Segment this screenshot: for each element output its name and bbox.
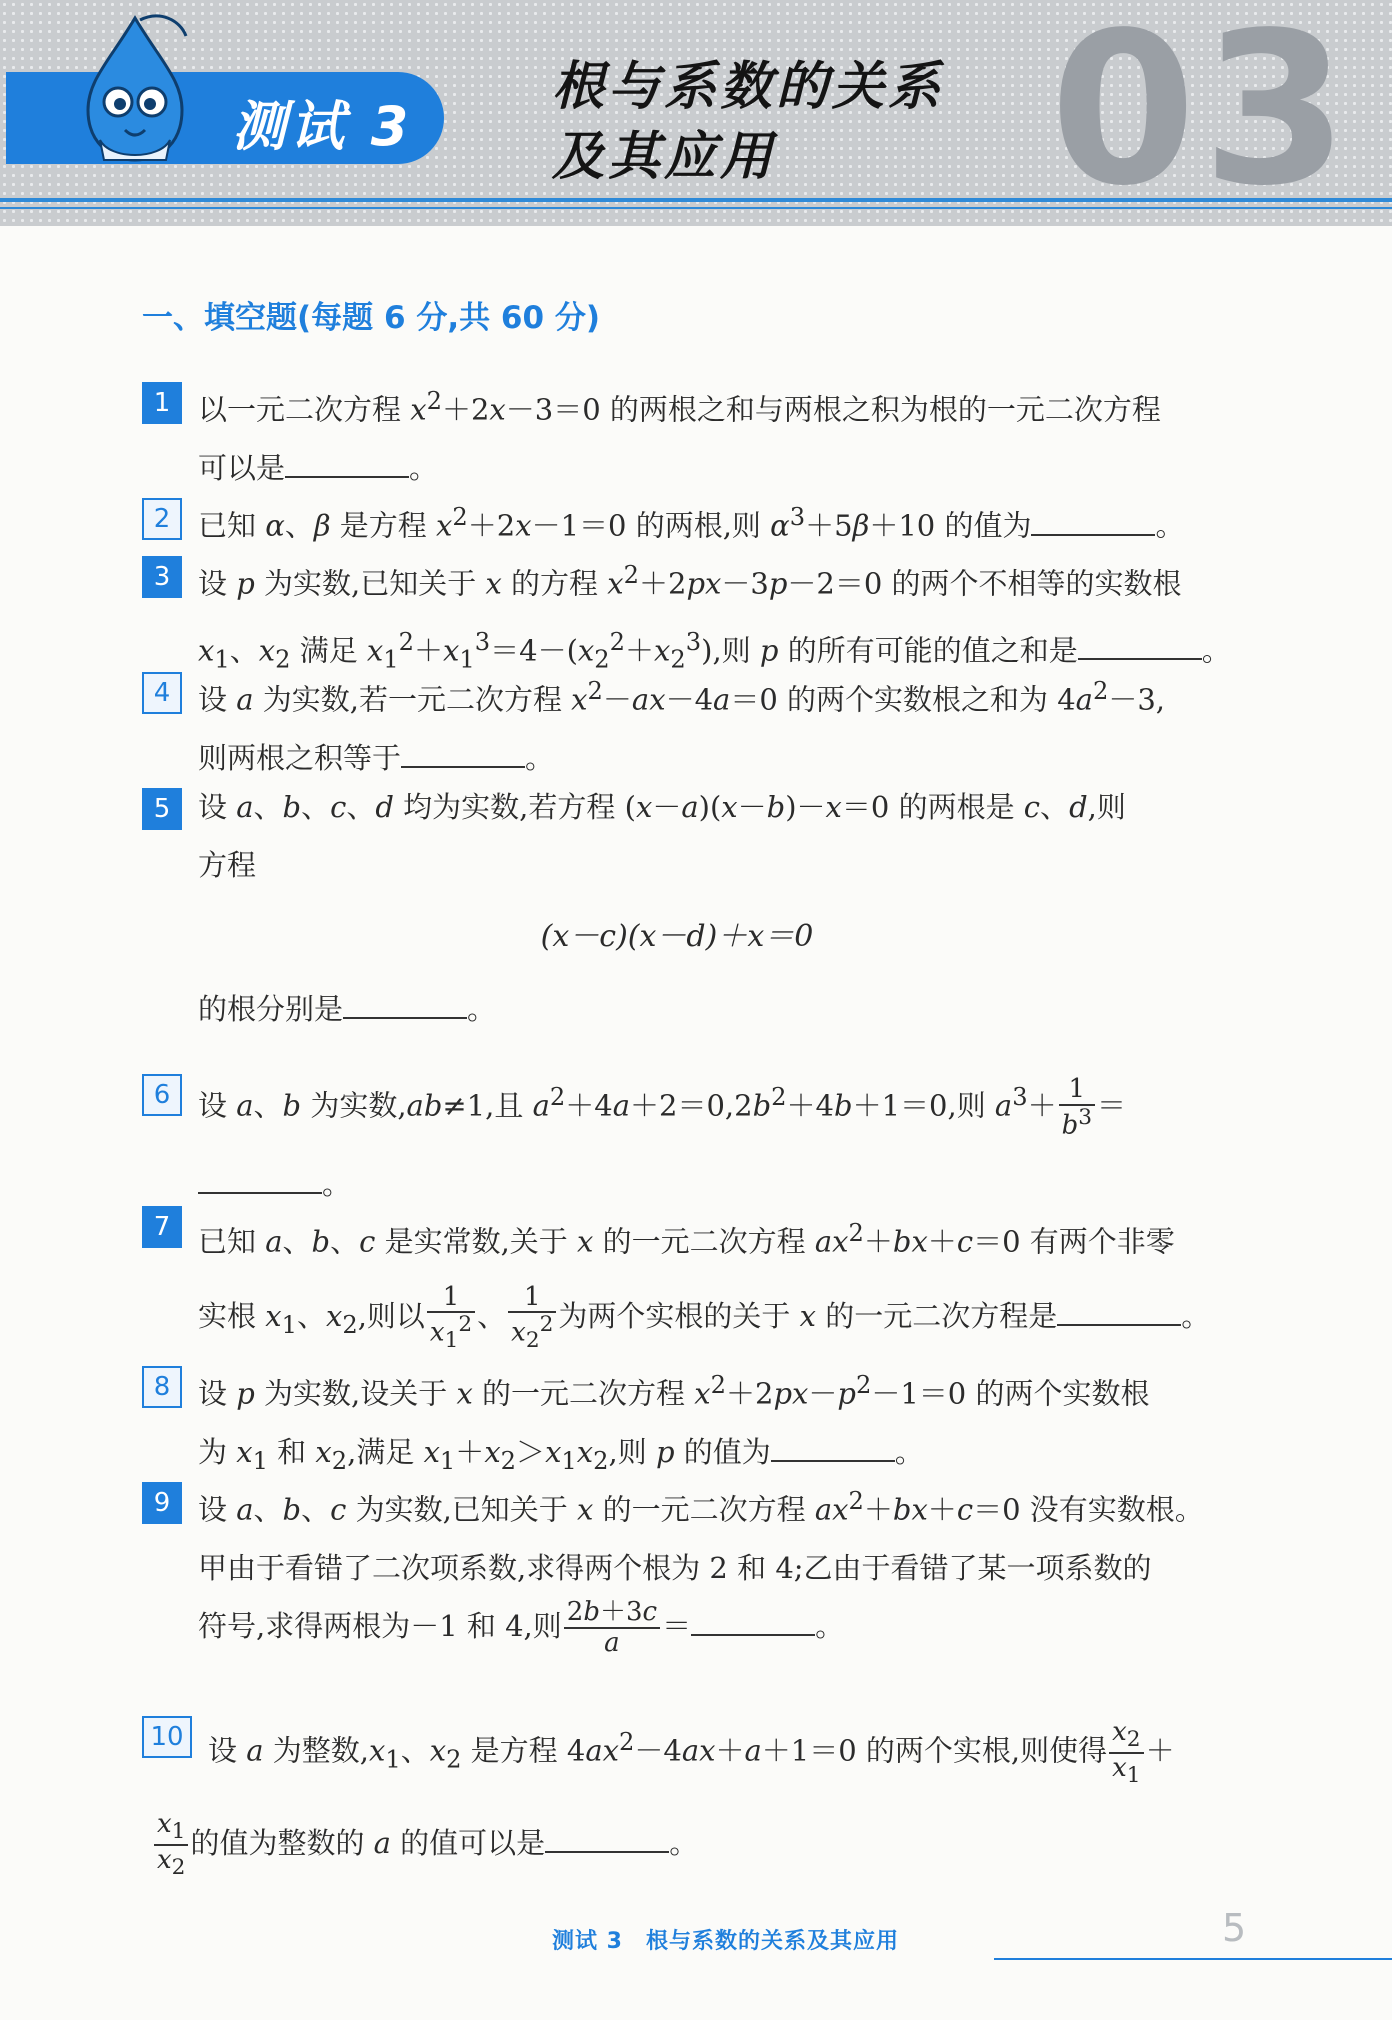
question-number: 7 xyxy=(142,1206,182,1248)
question-text: 设 a、b、c 为实数,已知关于 x 的一元二次方程 $ax^2+bx+c=0$ 没有实数根。 甲由于看错了二次项系数,求得两个根为 2 和 4;乙由于看错了某一项系数的 符号,求得两根为－1 和 4,则 $\frac{2b+3c}{a}$ ＝ 。 xyxy=(198,1487,1204,1658)
title-line-1: 根与系数的关系 xyxy=(552,57,945,117)
question-text: 设 a 为实数,若一元二次方程 $x^2-ax-4a=0$ 的两个实数根之和为 $4a^2-3$, 则两根之积等于 。 xyxy=(198,677,1166,775)
answer-blank[interactable] xyxy=(771,1436,895,1462)
answer-blank[interactable] xyxy=(198,1168,322,1194)
question-7 xyxy=(142,1196,1252,1361)
mascot-icon xyxy=(70,10,200,170)
question-text: 已知 α、β 是方程 $x^2+2x-1=0$ 的两根,则 $\alpha^3+5\beta+10$ 的值为 。 xyxy=(198,503,1185,543)
answer-blank[interactable] xyxy=(343,993,467,1019)
question-9 xyxy=(142,1472,1252,1657)
question-text-cont: 的根分别是 。 xyxy=(198,992,497,1026)
answer-blank[interactable] xyxy=(545,1827,669,1853)
question-4 xyxy=(142,662,1252,787)
question-number: 1 xyxy=(142,382,182,424)
section-heading: 一、填空题(每题 6 分,共 60 分) xyxy=(142,300,600,336)
question-number: 3 xyxy=(142,556,182,598)
question-number: 6 xyxy=(142,1074,182,1116)
question-number: 10 xyxy=(142,1716,192,1758)
question-10 xyxy=(142,1700,1252,1885)
question-2 xyxy=(142,488,1252,555)
question-number: 2 xyxy=(142,498,182,540)
question-text: 设 p 为实数,设关于 x 的一元二次方程 $x^2+2px-p^2-1=0$ 的两个实数根 为 $x_1$ 和 $x_2$,满足 $x_1+x_2>x_1x_2$,则 p 的值为 。 xyxy=(198,1371,1150,1475)
question-number: 5 xyxy=(142,788,182,830)
question-text: 设 a、b、c、d 均为实数,若方程 (x－a)(x－b)－x＝0 的两根是 c、d,则 方程 xyxy=(198,790,1126,882)
answer-blank[interactable] xyxy=(1078,634,1202,660)
question-text: 设 a 为整数$,x_1$、$x_2$ 是方程 $4ax^2-4ax+a+1=0$ 的两个实根,则使得 $\frac{x_2}{x_1}$ ＋ $\frac{x_1}{x_2}$ 的值为整数的 a 的值可以是 。 xyxy=(208,1700,1252,1885)
question-1 xyxy=(142,372,1252,497)
page-number: 5 xyxy=(1222,1906,1247,1950)
page-title xyxy=(552,52,944,192)
question-8 xyxy=(142,1356,1252,1489)
answer-blank[interactable] xyxy=(1031,510,1155,536)
answer-blank[interactable] xyxy=(401,742,525,768)
footer-running-title: 测试 3 根与系数的关系及其应用 xyxy=(552,1929,899,1954)
answer-blank[interactable] xyxy=(1057,1300,1181,1326)
footer-rule xyxy=(994,1958,1392,1960)
answer-blank[interactable] xyxy=(691,1610,815,1636)
question-text: 已知 a、b、c 是实常数,关于 x 的一元二次方程 $ax^2+bx+c=0$ 有两个非零 实根 $x_1$、$x_2$,则以 $\frac{1}{x_1^2}$ 、 $\frac{1}{x_2^2}$ 为两个实根的关于 x 的一元二次方程是 。 xyxy=(198,1219,1211,1353)
question-number: 8 xyxy=(142,1366,182,1408)
question-number: 9 xyxy=(142,1482,182,1524)
test-tag-label: 测试 3 xyxy=(232,95,413,158)
chapter-number: 03 xyxy=(1050,0,1355,232)
answer-blank[interactable] xyxy=(285,452,409,478)
question-text: 设 p 为实数,已知关于 x 的方程 $x^2+2px-3p-2=0$ 的两个不相等的实数根 $x_1$、$x_2$ 满足 $x_1^2+x_1^3=4-(x_2^2+x_2^3)$,则 p 的所有可能的值之和是 。 xyxy=(198,561,1231,674)
question-number: 4 xyxy=(142,672,182,714)
question-text: 以一元二次方程 $x^2+2x-3=0$ 的两根之和与两根之积为根的一元二次方程 可以是 。 xyxy=(198,387,1161,485)
title-line-2: 及其应用 xyxy=(552,127,777,187)
question-text: 设 a、b 为实数,ab≠1,且 $a^2+4a+2=0,2b^2+4b+1=0$,则 $a^3+$ $\frac{1}{b^3}$ ＝ 。 xyxy=(198,1074,1127,1201)
equation: (x－c)(x－d)＋x＝0 xyxy=(540,919,814,954)
question-5 xyxy=(142,778,1252,1038)
